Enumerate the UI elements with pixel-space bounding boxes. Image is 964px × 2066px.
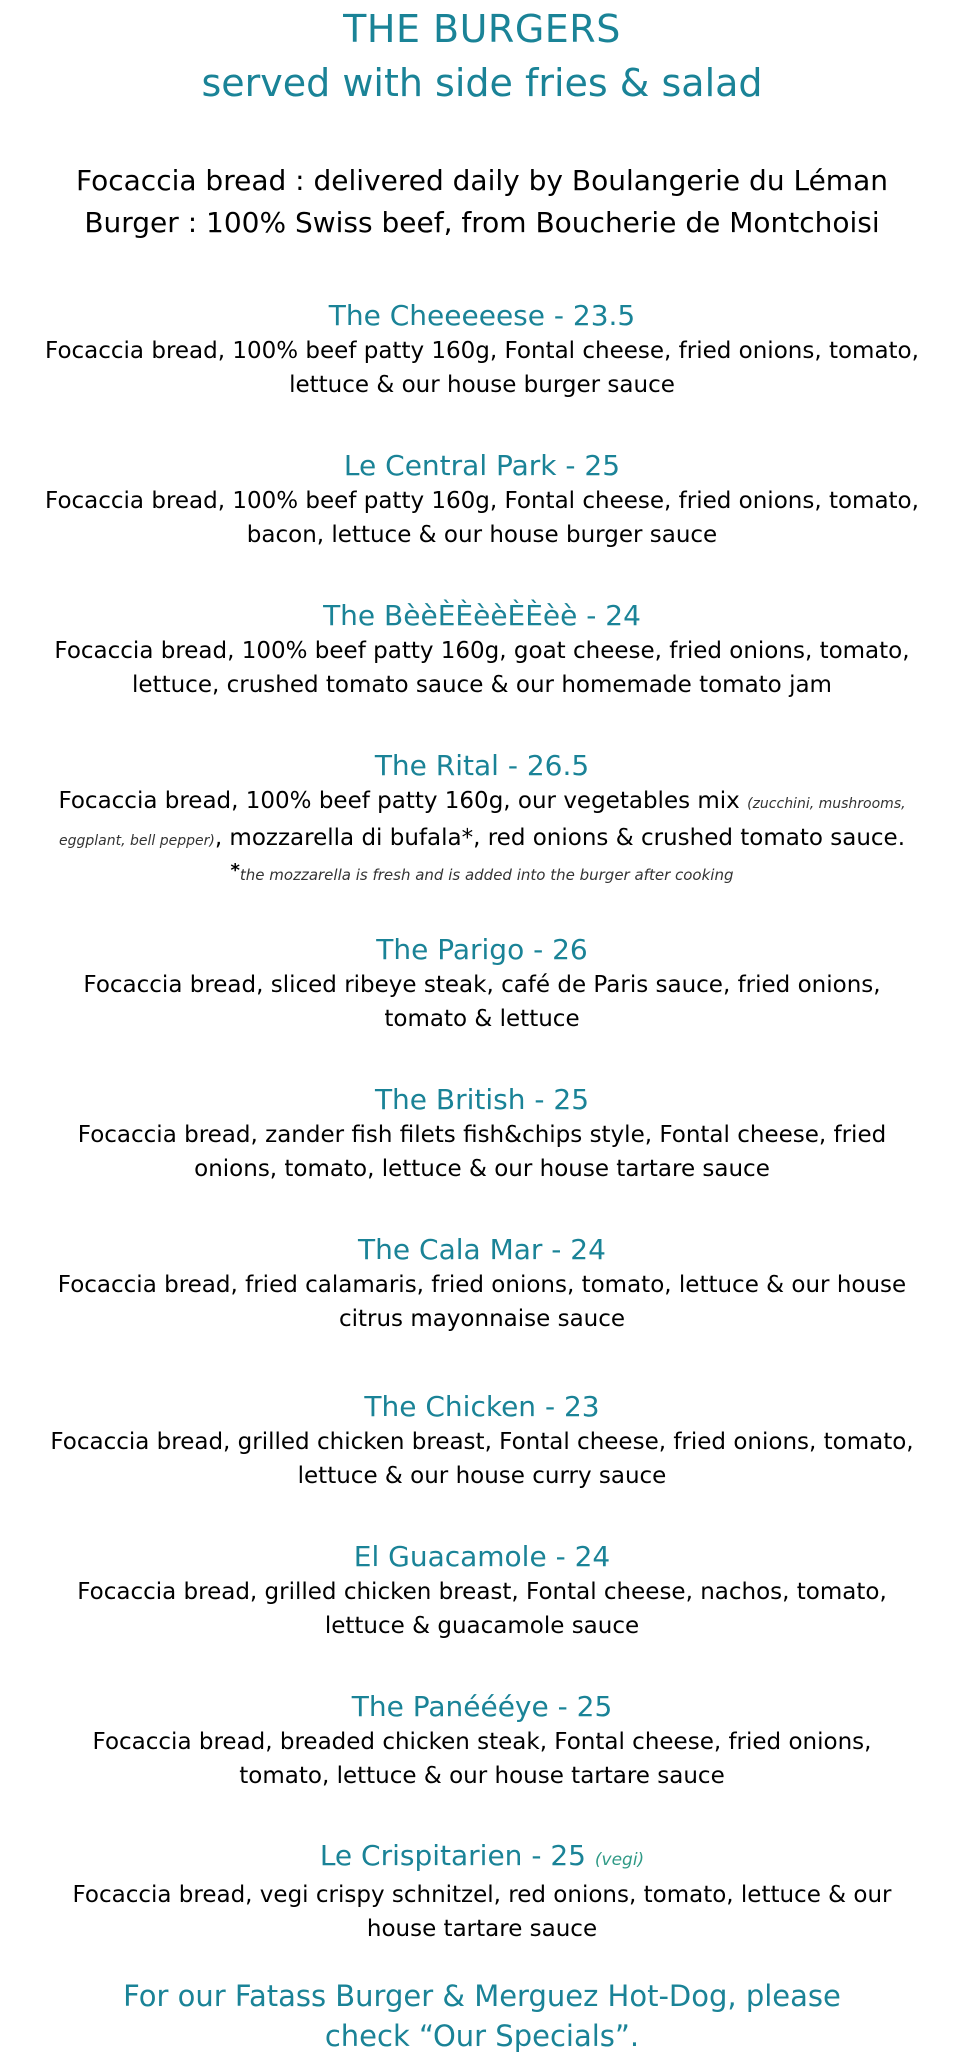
menu-item-name bbox=[20, 1838, 944, 1878]
description-line: Focaccia bread, vegi crispy schnitzel, red onions, tomato, lettuce & our bbox=[72, 1882, 892, 1908]
menu-item-parigo bbox=[20, 932, 944, 1036]
description-line: Focaccia bread, fried calamaris, fried onions, tomato, lettuce & our house bbox=[57, 1272, 907, 1298]
description-line: tomato & lettuce bbox=[384, 1006, 580, 1032]
menu-item-name: The Cheeeeese - 23.5 bbox=[328, 299, 636, 332]
menu-item-description bbox=[20, 1878, 944, 1946]
mozzarella-note bbox=[20, 858, 944, 888]
menu-item-name: The BèèÈÈèèÈÈèè - 24 bbox=[323, 599, 641, 632]
description-line: Focaccia bread, grilled chicken breast, Fontal cheese, fried onions, tomato, bbox=[50, 1429, 914, 1455]
description-text: , mozzarella di bufala*, red onions & crushed tomato sauce. bbox=[214, 825, 906, 851]
description-line: lettuce & our house burger sauce bbox=[289, 372, 675, 398]
menu-item-cheeeeese bbox=[20, 298, 944, 402]
menu-item-name: Le Central Park - 25 bbox=[343, 449, 621, 482]
note-asterisk: * bbox=[230, 860, 240, 881]
menu-item-description bbox=[20, 1118, 944, 1186]
menu-item-name: El Guacamole - 24 bbox=[353, 1540, 611, 1573]
description-line bbox=[20, 821, 944, 858]
menu-item-rital bbox=[20, 748, 944, 888]
menu-item-description bbox=[20, 1425, 944, 1493]
intro-bread-line: Focaccia bread : delivered daily by Boulangerie du Léman bbox=[76, 164, 888, 197]
page-subtitle: served with side fries & salad bbox=[201, 61, 763, 105]
menu-item-guacamole bbox=[20, 1539, 944, 1643]
menu-item-description bbox=[20, 484, 944, 552]
menu-item-name: The Parigo - 26 bbox=[376, 933, 588, 966]
menu-item-name: The Cala Mar - 24 bbox=[358, 1233, 606, 1266]
menu-item-name: The Rital - 26.5 bbox=[374, 749, 590, 782]
intro-beef-line: Burger : 100% Swiss beef, from Boucherie de Montchoisi bbox=[84, 206, 880, 239]
menu-item-paneeeye bbox=[20, 1689, 944, 1793]
menu-item-central-park bbox=[20, 448, 944, 552]
description-line: Focaccia bread, sliced ribeye steak, café de Paris sauce, fried onions, bbox=[83, 972, 881, 998]
description-line: house tartare sauce bbox=[366, 1916, 598, 1942]
description-line: citrus mayonnaise sauce bbox=[338, 1306, 626, 1332]
description-line: tomato, lettuce & our house tartare sauce bbox=[239, 1763, 725, 1789]
vegetables-detail: eggplant, bell pepper) bbox=[58, 833, 215, 849]
menu-item-description bbox=[20, 334, 944, 402]
note-text: the mozzarella is fresh and is added into the burger after cooking bbox=[239, 866, 734, 884]
footer-line: check “Our Specials”. bbox=[324, 2019, 640, 2053]
description-line: Focaccia bread, grilled chicken breast, Fontal cheese, nachos, tomato, bbox=[77, 1579, 887, 1605]
menu-item-british bbox=[20, 1082, 944, 1186]
menu-item-description bbox=[20, 1725, 944, 1793]
vegetables-detail: (zucchini, mushrooms, bbox=[747, 796, 906, 812]
menu-item-description bbox=[20, 634, 944, 702]
footer-line: For our Fatass Burger & Merguez Hot-Dog, please bbox=[123, 1979, 841, 2013]
menu-item-name: The British - 25 bbox=[374, 1083, 590, 1116]
description-line: lettuce & our house curry sauce bbox=[297, 1463, 667, 1489]
menu-item-cala-mar bbox=[20, 1232, 944, 1336]
menu-item-name: The Chicken - 23 bbox=[364, 1390, 600, 1423]
menu-item-title: Le Crispitarien - 25 bbox=[319, 1839, 586, 1872]
menu-item-crispitarien bbox=[20, 1838, 944, 1946]
description-line: Focaccia bread, 100% beef patty 160g, goat cheese, fried onions, tomato, bbox=[54, 638, 910, 664]
menu-item-name: The Panéééye - 25 bbox=[351, 1690, 613, 1723]
description-text: Focaccia bread, 100% beef patty 160g, our vegetables mix bbox=[58, 788, 748, 814]
menu-item-description bbox=[20, 1268, 944, 1336]
specials-footer bbox=[0, 1976, 964, 2056]
description-line bbox=[20, 784, 944, 821]
description-line: Focaccia bread, breaded chicken steak, Fontal cheese, fried onions, bbox=[92, 1729, 872, 1755]
description-line: bacon, lettuce & our house burger sauce bbox=[246, 522, 718, 548]
description-line: lettuce & guacamole sauce bbox=[324, 1613, 640, 1639]
menu-item-chicken bbox=[20, 1389, 944, 1493]
menu-item-description bbox=[20, 968, 944, 1036]
description-line: onions, tomato, lettuce & our house tartare sauce bbox=[194, 1156, 770, 1182]
description-line: Focaccia bread, 100% beef patty 160g, Fontal cheese, fried onions, tomato, bbox=[45, 338, 919, 364]
page-title: THE BURGERS bbox=[343, 7, 621, 51]
description-line: Focaccia bread, 100% beef patty 160g, Fontal cheese, fried onions, tomato, bbox=[45, 488, 919, 514]
description-line: lettuce, crushed tomato sauce & our homemade tomato jam bbox=[132, 672, 832, 698]
intro-block bbox=[0, 160, 964, 244]
menu-item-description bbox=[20, 1575, 944, 1643]
menu-item-description bbox=[20, 784, 944, 858]
vegi-tag: (vegi) bbox=[594, 1850, 645, 1870]
menu-item-beee bbox=[20, 598, 944, 702]
description-line: Focaccia bread, zander fish filets fish&chips style, Fontal cheese, fried bbox=[77, 1122, 887, 1148]
menu-header bbox=[0, 2, 964, 110]
